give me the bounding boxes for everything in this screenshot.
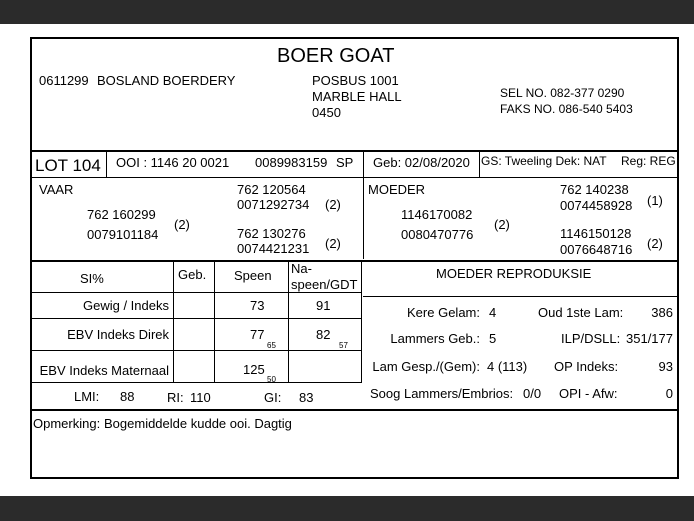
si-row-divider-2 [32, 318, 362, 319]
moeder-top-id: 762 140238 [560, 182, 629, 197]
header-divider [32, 150, 677, 152]
vaar-top-count: (2) [325, 197, 341, 212]
si-col-divider-1 [173, 261, 174, 382]
si-row-divider-1 [32, 292, 362, 293]
reg-info: Reg: REG [621, 154, 676, 168]
moeder-bottom-tag: 0076648716 [560, 242, 633, 257]
tel-number: SEL NO. 082-377 0290 [500, 86, 625, 100]
gi-label: GI: [264, 390, 282, 405]
row-direk-naspeen-sub: 57 [339, 341, 348, 350]
vaar-top-id: 762 120564 [237, 182, 306, 197]
remark-label: Opmerking: [33, 416, 101, 431]
si-col-divider-2 [214, 261, 215, 382]
ri-label: RI: [167, 390, 184, 405]
vaar-bottom-count: (2) [325, 236, 341, 251]
row-direk-naspeen: 82 [316, 327, 331, 342]
sp-label: SP [336, 155, 354, 170]
vaar-left-id: 762 160299 [87, 207, 156, 222]
row-label-ebv-direk: EBV Indeks Direk [67, 327, 169, 342]
top-bar [0, 0, 694, 24]
lot-number: LOT 104 [35, 156, 101, 175]
naspeen-header-2: speen/GDT [291, 277, 358, 292]
row-direk-speen: 77 [250, 327, 265, 342]
vaar-left-tag: 0079101184 [87, 227, 159, 242]
speen-header: Speen [234, 268, 272, 283]
pedigree-divider [32, 260, 677, 262]
bottom-bar [0, 496, 694, 521]
oud-label: Oud 1ste Lam: [538, 305, 624, 320]
row-maternaal-speen-sub: 50 [267, 375, 276, 384]
birth-date: Geb: 02/08/2020 [373, 155, 470, 170]
si-col-divider-3 [288, 261, 289, 382]
si-row-divider-4 [32, 382, 362, 383]
ooi-number: OOI : 1146 20 0021 [116, 155, 230, 170]
opi-value: 0 [665, 386, 673, 401]
moeder-bottom-count: (2) [647, 236, 663, 251]
moeder-left-tag: 0080470776 [401, 227, 474, 242]
op-indeks-value: 93 [658, 359, 673, 374]
moeder-top-tag: 0074458928 [560, 198, 633, 213]
lmi-label: LMI: [74, 389, 100, 404]
owner-name: BOSLAND BOERDERY [97, 73, 236, 88]
page-title: BOER GOAT [277, 45, 395, 67]
soog-value: 0/0 [523, 386, 542, 401]
row-label-gewig: Gewig / Indeks [83, 298, 169, 313]
lam-gesp-label: Lam Gesp./(Gem): [372, 359, 480, 374]
row-label-ebv-maternaal: EBV Indeks Maternaal [39, 363, 169, 378]
lot-card [30, 37, 679, 479]
moeder-bottom-id: 1146150128 [560, 226, 632, 241]
vaar-bottom-id: 762 130276 [237, 226, 306, 241]
address-line-1: POSBUS 1001 [312, 73, 399, 88]
address-line-3: 0450 [312, 105, 341, 120]
lot-divider [106, 151, 107, 178]
op-indeks-label: OP Indeks: [554, 359, 619, 374]
address-line-2: MARBLE HALL [312, 89, 402, 104]
row-gewig-naspeen: 91 [316, 298, 331, 313]
ilp-label: ILP/DSLL: [561, 331, 621, 346]
remark-text: Bogemiddelde kudde ooi. Dagtig [104, 416, 292, 431]
moeder-left-id: 1146170082 [401, 207, 473, 222]
soog-label: Soog Lammers/Embrios: [370, 386, 514, 401]
vaar-label: VAAR [39, 182, 74, 197]
moeder-label: MOEDER [368, 182, 426, 197]
ri-value: 110 [190, 390, 211, 405]
lammers-value: 5 [489, 331, 497, 346]
repro-title: MOEDER REPRODUKSIE [436, 266, 592, 281]
moeder-top-count: (1) [647, 193, 663, 208]
gi-value: 83 [299, 390, 314, 405]
geb-divider [479, 151, 480, 178]
geb-header: Geb. [178, 267, 207, 282]
vaar-left-count: (2) [174, 217, 190, 232]
opi-label: OPI - Afw: [559, 386, 618, 401]
fax-number: FAKS NO. 086-540 5403 [500, 102, 633, 116]
owner-code: 0611299 [39, 73, 89, 88]
row-direk-speen-sub: 65 [267, 341, 276, 350]
vaar-top-tag: 0071292734 [237, 197, 310, 212]
repro-title-divider [363, 296, 677, 297]
moeder-left-count: (2) [494, 217, 510, 232]
si-row-divider-3 [32, 350, 362, 351]
row-gewig-speen: 73 [250, 298, 265, 313]
lot-row-divider [32, 177, 677, 178]
lam-gesp-value: 4 (113) [487, 359, 528, 374]
kere-gelam-value: 4 [489, 305, 497, 320]
lammers-label: Lammers Geb.: [390, 331, 480, 346]
tag-number: 0089983159 [255, 155, 328, 170]
row-maternaal-speen: 125 [243, 362, 265, 377]
oud-value: 386 [651, 305, 673, 320]
vaar-bottom-tag: 0074421231 [237, 241, 310, 256]
pedigree-center-divider [363, 151, 364, 259]
lmi-value: 88 [120, 389, 135, 404]
kere-gelam-label: Kere Gelam: [407, 305, 480, 320]
si-header: SI% [80, 271, 104, 286]
ilp-value: 351/177 [626, 331, 673, 346]
si-col-divider-4 [361, 261, 362, 382]
naspeen-header-1: Na- [291, 261, 312, 276]
indices-divider [32, 409, 677, 411]
gs-info: GS: Tweeling Dek: NAT [481, 154, 607, 168]
